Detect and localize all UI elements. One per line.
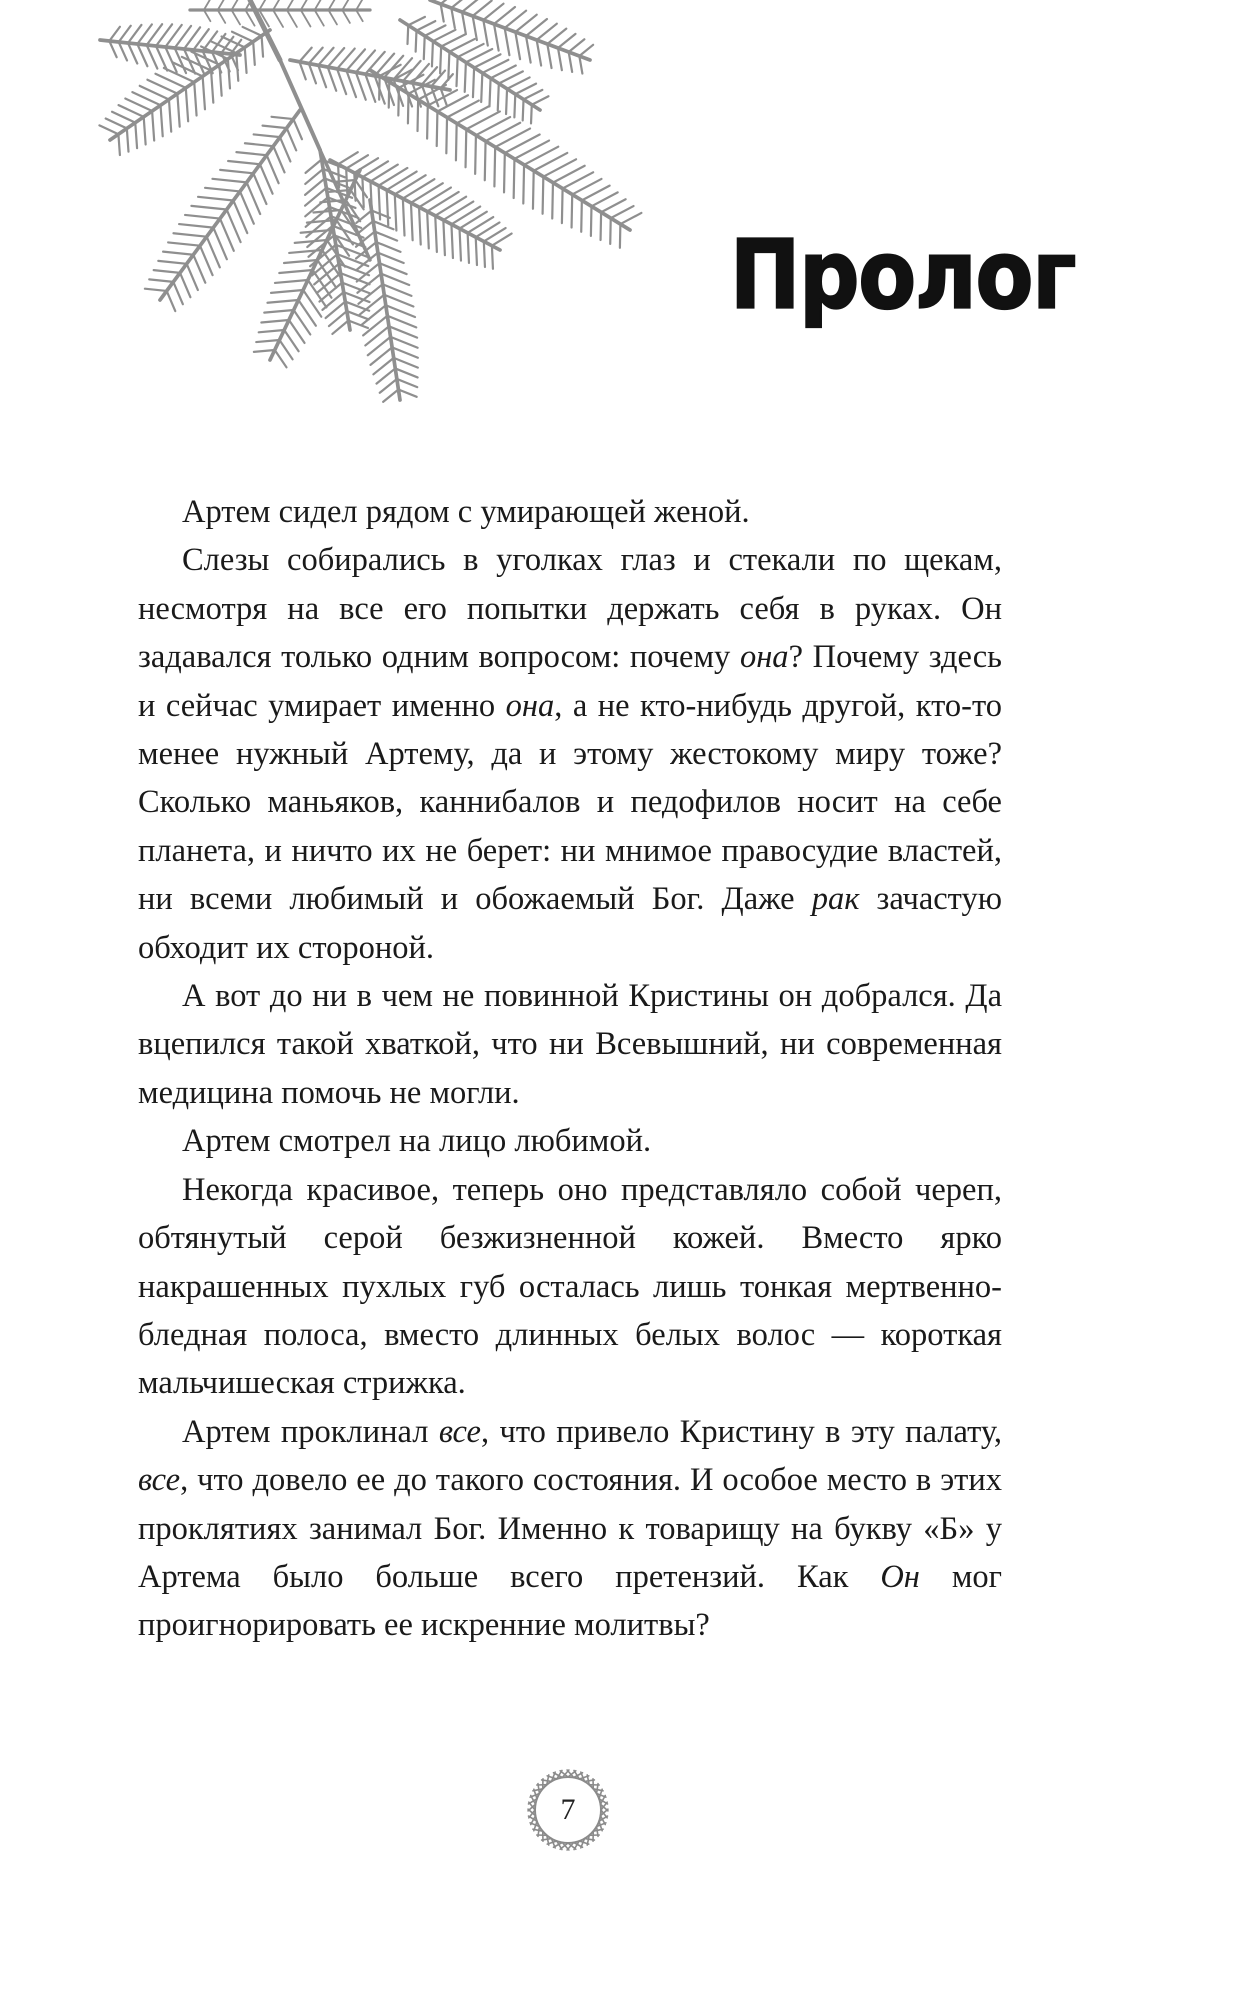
paragraph	[138, 972, 1002, 1117]
paragraph	[138, 488, 1002, 536]
italic-text: рак	[811, 881, 860, 918]
text-run: Артем смотрел на лицо любимой.	[182, 1123, 652, 1160]
text-run: А вот до ни в чем не повинной Кристины он добрался. Да вцепился такой хваткой, что ни Всевышний, ни современная медицина помочь не могли.	[138, 978, 1002, 1111]
text-run: , что довело ее до такого состояния. И особое место в этих проклятиях занимал Бог. Именно к товарищу на букву «Б» у Артема было больше всего претензий. Как	[138, 1462, 1002, 1595]
italic-text: все	[138, 1462, 181, 1499]
page-footer	[523, 1765, 613, 1855]
italic-text: она	[739, 639, 789, 676]
paragraph	[138, 1408, 1002, 1650]
paragraph	[138, 1166, 1002, 1408]
text-run: Слезы собирались в уголках глаз и стекали по щекам, несмотря на все его попытки держать себя в руках. Он задавался только одним вопросом: почему	[138, 542, 1002, 676]
pine-branch-icon	[70, 0, 710, 460]
text-run: Некогда красивое, теперь оно представляло собой череп, обтянутый серой безжизненной кожей. Вместо ярко накрашенных пухлых губ осталась лишь тонкая мертвенно-бледная полоса, вместо длинных белых волос — короткая мальчишеская стрижка.	[138, 1171, 1002, 1402]
text-run: , что привело Кристину в эту палату,	[480, 1413, 1002, 1450]
text-run: зачастую обходит их стороной.	[138, 881, 1002, 966]
page-number: 7	[560, 1793, 576, 1826]
text-run: ? Почему здесь и сейчас умирает именно	[138, 639, 1002, 724]
text-run: мог проигнорировать ее искренние молитвы?	[138, 1558, 1002, 1644]
body-text	[138, 488, 1002, 1650]
italic-text: Он	[880, 1558, 920, 1595]
text-run: Артем сидел рядом с умирающей женой.	[182, 494, 750, 530]
paragraph	[138, 536, 1002, 972]
chapter-title: Пролог	[730, 220, 1076, 330]
italic-text: она	[505, 687, 555, 724]
paragraph	[138, 1117, 1002, 1165]
text-run: Артем проклинал	[182, 1413, 439, 1450]
text-run: , а не кто-нибудь другой, кто-то менее нужный Артему, да и этому жестокому миру тоже? Сколько маньяков, каннибалов и педофилов носит на себе планета, и ничто их не берет: ни мнимое правосудие властей, ни всеми любимый и обожаемый Бог. Даже	[138, 687, 1002, 918]
italic-text: все	[438, 1413, 481, 1450]
